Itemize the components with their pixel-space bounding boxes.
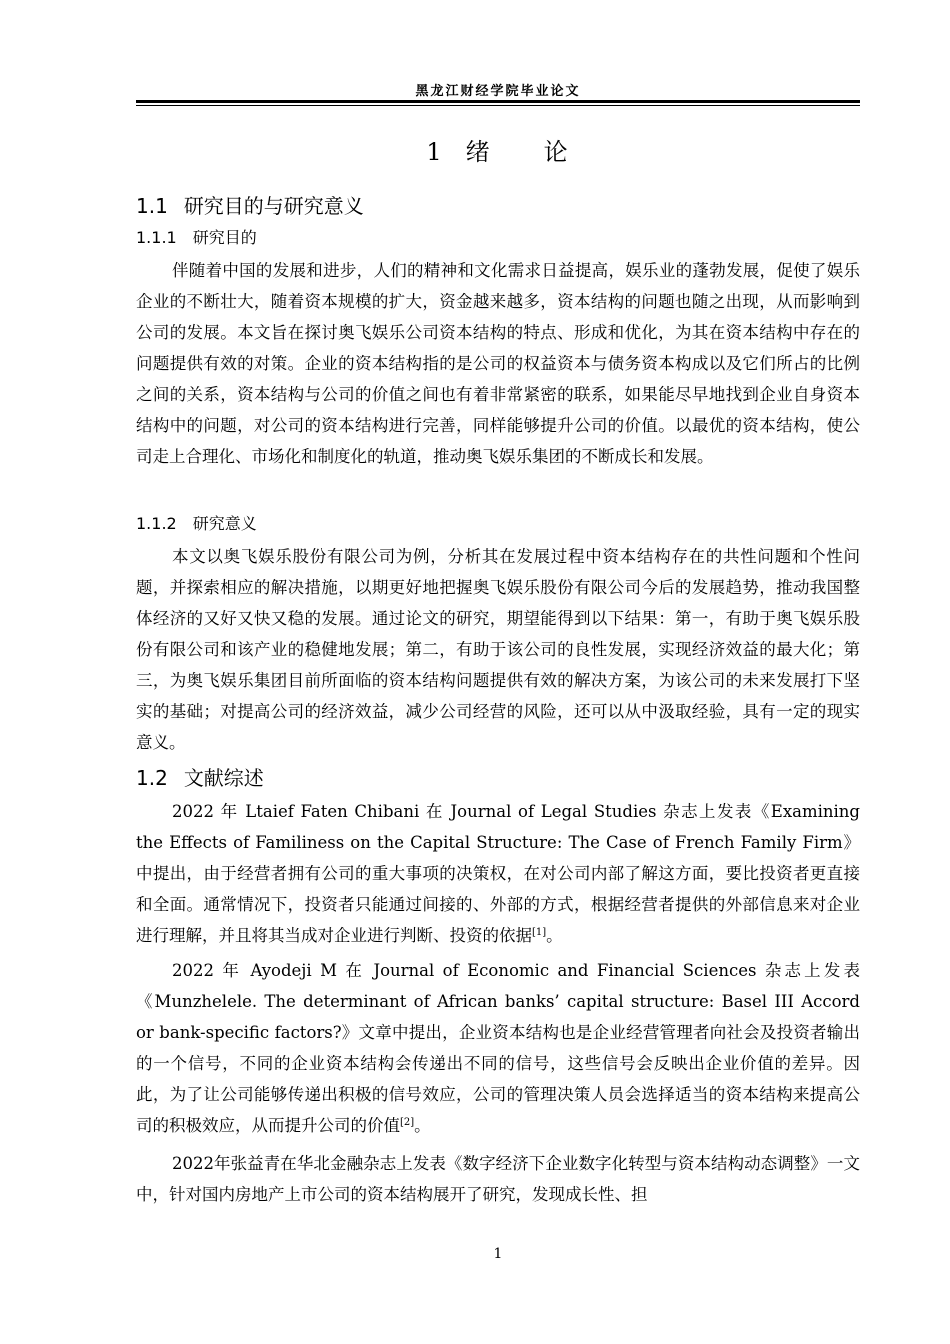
section-heading-1-1 xyxy=(136,190,364,219)
section-heading-1-2 xyxy=(136,762,264,791)
citation-ref-1: [1] xyxy=(532,927,547,938)
paragraph-text: 2022 年 Ltaief Faten Chibani 在 Journal of Legal Studies 杂志上发表《Examining the Effects of Familiness on the Capital Structure: The Case of French Family Firm》中提出，由于经营者拥有公司的重大事项的决策权，在对公司内部了解这方面，要比投资者更直接和全面。通常情况下，投资者只能通过间接的、外部的方式，根据经营者提供的外部信息来对企业进行理解，并且将其当成对企业进行判断、投资的依据 xyxy=(136,802,860,945)
paragraph-literature-3: 2022年张益青在华北金融杂志上发表《数字经济下企业数字化转型与资本结构动态调整》一文中，针对国内房地产上市公司的资本结构展开了研究，发现成长性、担 xyxy=(136,1154,860,1204)
subsection-title: 研究意义 xyxy=(192,514,257,533)
paragraph-research-significance: 本文以奥飞娱乐股份有限公司为例，分析其在发展过程中资本结构存在的共性问题和个性问题，并探索相应的解决措施，以期更好地把握奥飞娱乐股份有限公司今后的发展趋势，推动我国整体经济的又好又快又稳的发展。通过论文的研究，期望能得到以下结果：第一，有助于奥飞娱乐股份有限公司和该产业的稳健地发展；第二，有助于该公司的良性发展，实现经济效益的最大化；第三，为奥飞娱乐集团目前所面临的资本结构问题提供有效的解决方案，为该公司的未来发展打下坚实的基础；对提高公司的经济效益，减少公司经营的风险，还可以从中汲取经验，具有一定的现实意义。 xyxy=(136,547,860,752)
citation-ref-2: [2] xyxy=(400,1117,415,1128)
paragraph-research-purpose: 伴随着中国的发展和进步，人们的精神和文化需求日益提高，娱乐业的蓬勃发展，促使了娱乐企业的不断壮大，随着资本规模的扩大，资金越来越多，资本结构的问题也随之出现，从而影响到公司的发展。本文旨在探讨奥飞娱乐公司资本结构的特点、形成和优化，为其在资本结构中存在的问题提供有效的对策。企业的资本结构指的是公司的权益资本与债务资本构成以及它们所占的比例之间的关系，资本结构与公司的价值之间也有着非常紧密的联系，如果能尽早地找到企业自身资本结构中的问题，对公司的资本结构进行完善，同样能够提升公司的价值。以最优的资本结构，使公司走上合理化、市场化和制度化的轨道，推动奥飞娱乐集团的不断成长和发展。 xyxy=(136,261,860,466)
subsection-number: 1.1.2 xyxy=(136,514,177,533)
subsection-number: 1.1.1 xyxy=(136,228,177,247)
header-rule-thin xyxy=(136,105,860,106)
chapter-title xyxy=(136,132,860,167)
chapter-number: 1 xyxy=(426,138,444,166)
paragraph-end: 。 xyxy=(414,1116,431,1135)
paragraph-literature-1 xyxy=(136,796,860,951)
paragraph-text: 2022 年 Ayodeji M 在 Journal of Economic and Financial Sciences 杂志上发表《Munzhelele. The determinant of African banks’ capital structure: Basel III Accord or bank-specific factors?》文章中提出，企业资本结构也是企业经营管理者向社会及投资者输出的一个信号，不同的企业资本结构会传递出不同的信号，这些信号会反映出企业价值的差异。因此，为了让公司能够传递出积极的信号效应，公司的管理决策人员会选择适当的资本结构来提高公司的积极效应，从而提升公司的价值 xyxy=(136,961,860,1135)
paragraph-literature-2 xyxy=(136,955,860,1141)
subsection-title: 研究目的 xyxy=(192,228,257,247)
subsection-heading-1-1-2 xyxy=(136,511,257,534)
paragraph-end: 。 xyxy=(546,926,563,945)
page-number: 1 xyxy=(493,1246,503,1262)
header-rule-thick xyxy=(136,100,860,103)
running-header: 黑龙江财经学院毕业论文 xyxy=(415,84,581,99)
section-title: 文献综述 xyxy=(183,766,264,790)
section-number: 1.1 xyxy=(136,194,168,218)
section-number: 1.2 xyxy=(136,766,168,790)
section-title: 研究目的与研究意义 xyxy=(183,194,364,218)
subsection-heading-1-1-1 xyxy=(136,225,257,248)
chapter-title-part2: 论 xyxy=(543,138,570,166)
chapter-title-part1: 绪 xyxy=(465,138,492,166)
